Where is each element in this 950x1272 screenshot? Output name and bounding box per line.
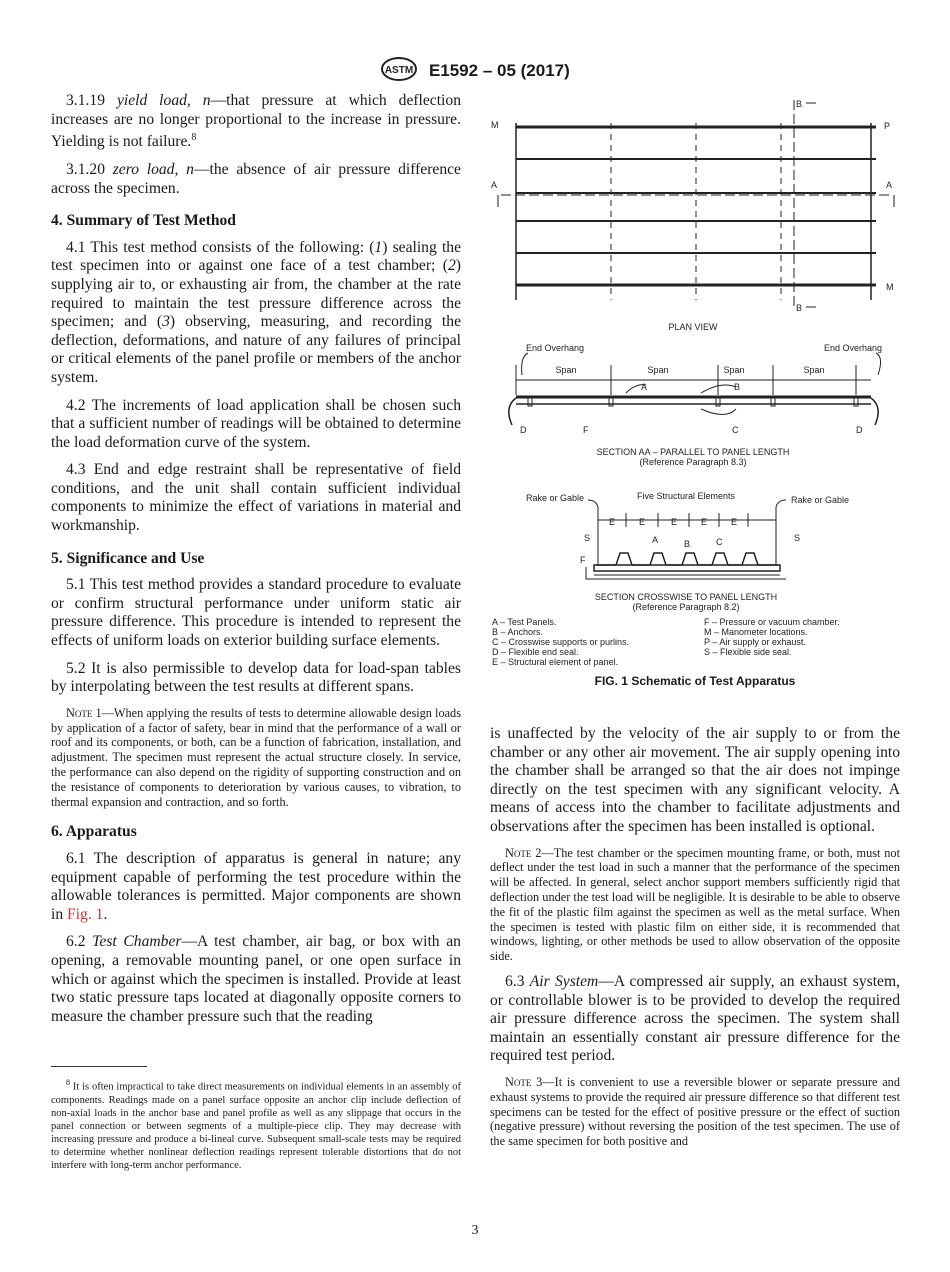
section-aa-label-b: B: [734, 382, 741, 392]
section-aa: [509, 353, 881, 425]
e-label-2: E: [638, 517, 646, 527]
span-label-2: Span: [647, 365, 669, 375]
end-overhang-left: End Overhang: [526, 343, 585, 353]
e-label-4: E: [700, 517, 708, 527]
standard-designation: E1592 – 05 (2017): [428, 60, 570, 80]
figure-1-caption: FIG. 1 Schematic of Test Apparatus: [594, 674, 796, 688]
legend-s: S – Flexible side seal.: [704, 647, 792, 657]
figure-1-drawing: [486, 95, 906, 675]
e-label-5: E: [730, 517, 738, 527]
plan-label-p: P: [884, 121, 891, 131]
section-aa-title: SECTION AA – PARALLEL TO PANEL LENGTH: [596, 447, 790, 457]
astm-logo-icon: [380, 56, 418, 87]
section-cross-label-b: B: [684, 539, 691, 549]
note-3: Note 3—It is convenient to use a reversible blower or separate pressure and exhaust systems to provide the required air pressure difference so that different test specimens can be tested for the effect of positive pressure or the effect of suction (negative pressure) without reversing the position of the test specimen. The use of the same specimen for both positive and: [490, 1074, 900, 1149]
legend-d: D – Flexible end seal.: [492, 647, 579, 657]
section-cross-label-c: C: [716, 537, 723, 547]
rake-gable-right: Rake or Gable: [791, 495, 850, 505]
legend-e: E – Structural element of panel.: [492, 657, 619, 667]
span-label-4: Span: [803, 365, 825, 375]
e-label-3: E: [670, 517, 678, 527]
note-2: Note 2—The test chamber or the specimen mounting frame, or both, must not deflect under the test load in such a manner that the performance of the specimen will be affected. In general, select anchor support members sufficiently rigid that deflection under the test load will be negligible. It is desirable to be able to observe the fit of the plastic film against the specimen as well as the metal surface. When the specimen is tested with plastic film on either side, it is recommended that windows, lighting, or other methods be used to allow observation of the opposite side.: [490, 845, 900, 964]
footnote-ref-8[interactable]: 8: [191, 132, 197, 144]
five-structural-elements: Five Structural Elements: [636, 491, 736, 501]
section-cross-label-a: A: [652, 535, 659, 545]
paragraph-6-3: 6.3 Air System—A compressed air supply, an exhaust system, or controllable blower is to be provided to develop the required air pressure difference across the specimen. The system shall maintain an essentially constant air pressure difference for the required test period.: [490, 972, 900, 1065]
figure-1: [486, 95, 906, 695]
paragraph-6-2-continued: is unaffected by the velocity of the air supply to or from the chamber or any other air movement. The air supply opening into the chamber shall be arranged so that the air does not impinge directly on the test specimen with any significant velocity. A means of access into the chamber to facilitate adjustments and observations after the specimen has been installed is optional.: [490, 725, 900, 835]
legend-f: F – Pressure or vacuum chamber.: [704, 617, 840, 627]
paragraph-5-2: 5.2 It is also permissible to develop data for load-span tables by interpolating between the test results at different spans.: [51, 659, 461, 696]
footnote-8: $^8$ It is often impractical to take direct measurements on individual elements in an assembly of components. Readings made on a panel surface opposite an anchor clip include deflection of non-axial loads in the anchor base and panel profile as well as any slippage that occurs in the panel connection or between segments of a multiple-piece clip. They may decrease with increasing pressure and produce a bi-lineal curve. Subsequent small-scale tests may be required to determine whether nonlinear deflection readings represent tolerable distortions that do not interfere with long-term anchor performance.: [51, 1078, 461, 1171]
footnote-divider: [51, 1066, 147, 1067]
plan-label-b-bottom: B: [796, 303, 803, 313]
span-label-3: Span: [723, 365, 745, 375]
note-1: Note 1—When applying the results of tests to determine allowable design loads by application of a factor of safety, bear in mind that the performance of a wall or roof and its components, or both, can be a function of fabrication, installation, and adjustment. The specimen must represent the actual structure closely. In service, the performance can also depend on the rigidity of supporting construction and on the resistance of components to deterioration by various causes, to vibration, to thermal expansion and contraction, and so forth.: [51, 705, 461, 809]
section-6-heading: 6. Apparatus: [51, 823, 137, 841]
paragraph-6-2: 6.2 Test Chamber—A test chamber, air bag, or box with an opening, a removable mounting panel, or one open surface in which or against which the specimen is installed. Provide at least two static pressure taps located at diagonally opposite corners to measure the chamber pressure such that the reading: [51, 933, 461, 1025]
astm-logo-text: ASTM: [385, 65, 414, 76]
section-aa-label-d-left: D: [520, 425, 527, 435]
page-number: 3: [471, 1223, 479, 1238]
page-header: [0, 56, 950, 87]
definition-3-1-20: 3.1.20 zero load, n—the absence of air pressure difference across the specimen.: [51, 160, 461, 197]
plan-view: [498, 100, 894, 310]
legend-c: C – Crosswise supports or purlins.: [492, 637, 630, 647]
section-cross-title: SECTION CROSSWISE TO PANEL LENGTH: [594, 592, 778, 602]
paragraph-4-2: 4.2 The increments of load application shall be chosen such that a sufficient number of readings will be obtained to determine the load deformation curve of the system.: [51, 396, 461, 451]
paragraph-5-1: 5.1 This test method provides a standard procedure to evaluate or confirm structural performance under uniform static air pressure difference. This procedure is intended to represent the effects of uniform loads on exterior building surface elements.: [51, 576, 461, 650]
section-aa-label-c: C: [732, 425, 739, 435]
span-label-1: Span: [555, 365, 577, 375]
plan-label-a-left: A: [491, 180, 498, 190]
paragraph-4-1: 4.1 This test method consists of the following: (1) sealing the test specimen into or against one face of a test chamber; (2) supplying air to, or exhausting air from, the chamber at the rate required to maintain the test pressure difference across the specimen; and (3) observing, measuring, and recording the deflection, deformations, and nature of any failures of principal or critical elements of the panel profile or members of the anchor system.: [51, 238, 461, 386]
figure-legend: [492, 617, 840, 667]
section-cross-ref: (Reference Paragraph 8.2): [632, 602, 740, 612]
definition-3-1-19: 3.1.19 yield load, n—that pressure at which deflection increases are no longer proportional to the increase in pressure. Yielding is not failure.$^8$: [51, 92, 461, 151]
section-aa-label-d-right: D: [856, 425, 863, 435]
paragraph-6-1: 6.1 The description of apparatus is general in nature; any equipment capable of performing the test procedure within the allowable tolerances is permitted. Major components are shown in Fig. 1.: [51, 849, 461, 923]
plan-label-a-right: A: [886, 180, 893, 190]
legend-a: A – Test Panels.: [492, 617, 557, 627]
left-column: [51, 92, 461, 1035]
section-cross-label-f: F: [580, 555, 586, 565]
section-cross-label-s-left: S: [584, 533, 591, 543]
end-overhang-right: End Overhang: [824, 343, 883, 353]
legend-b: B – Anchors.: [492, 627, 544, 637]
legend-p: P – Air supply or exhaust.: [704, 637, 806, 647]
rake-gable-left: Rake or Gable: [526, 493, 585, 503]
legend-m: M – Manometer locations.: [704, 627, 808, 637]
section-5-heading: 5. Significance and Use: [51, 549, 205, 567]
section-aa-ref: (Reference Paragraph 8.3): [639, 457, 747, 467]
plan-view-label: PLAN VIEW: [668, 322, 718, 332]
fig-1-link[interactable]: Fig. 1: [67, 905, 104, 923]
e-label-1: E: [608, 517, 616, 527]
paragraph-4-3: 4.3 End and edge restraint shall be representative of field conditions, and the unit shall contain sufficient individual components to minimize the effect of variations in material and workmanship.: [51, 461, 461, 535]
plan-label-m-right: M: [886, 282, 894, 292]
plan-label-m-left: M: [491, 120, 499, 130]
plan-label-b-top: B: [796, 99, 803, 109]
section-4-heading: 4. Summary of Test Method: [51, 212, 236, 230]
section-aa-label-f: F: [583, 425, 589, 435]
section-cross-label-s-right: S: [794, 533, 801, 543]
right-column: [490, 725, 900, 1158]
section-aa-label-a: A: [641, 382, 648, 392]
